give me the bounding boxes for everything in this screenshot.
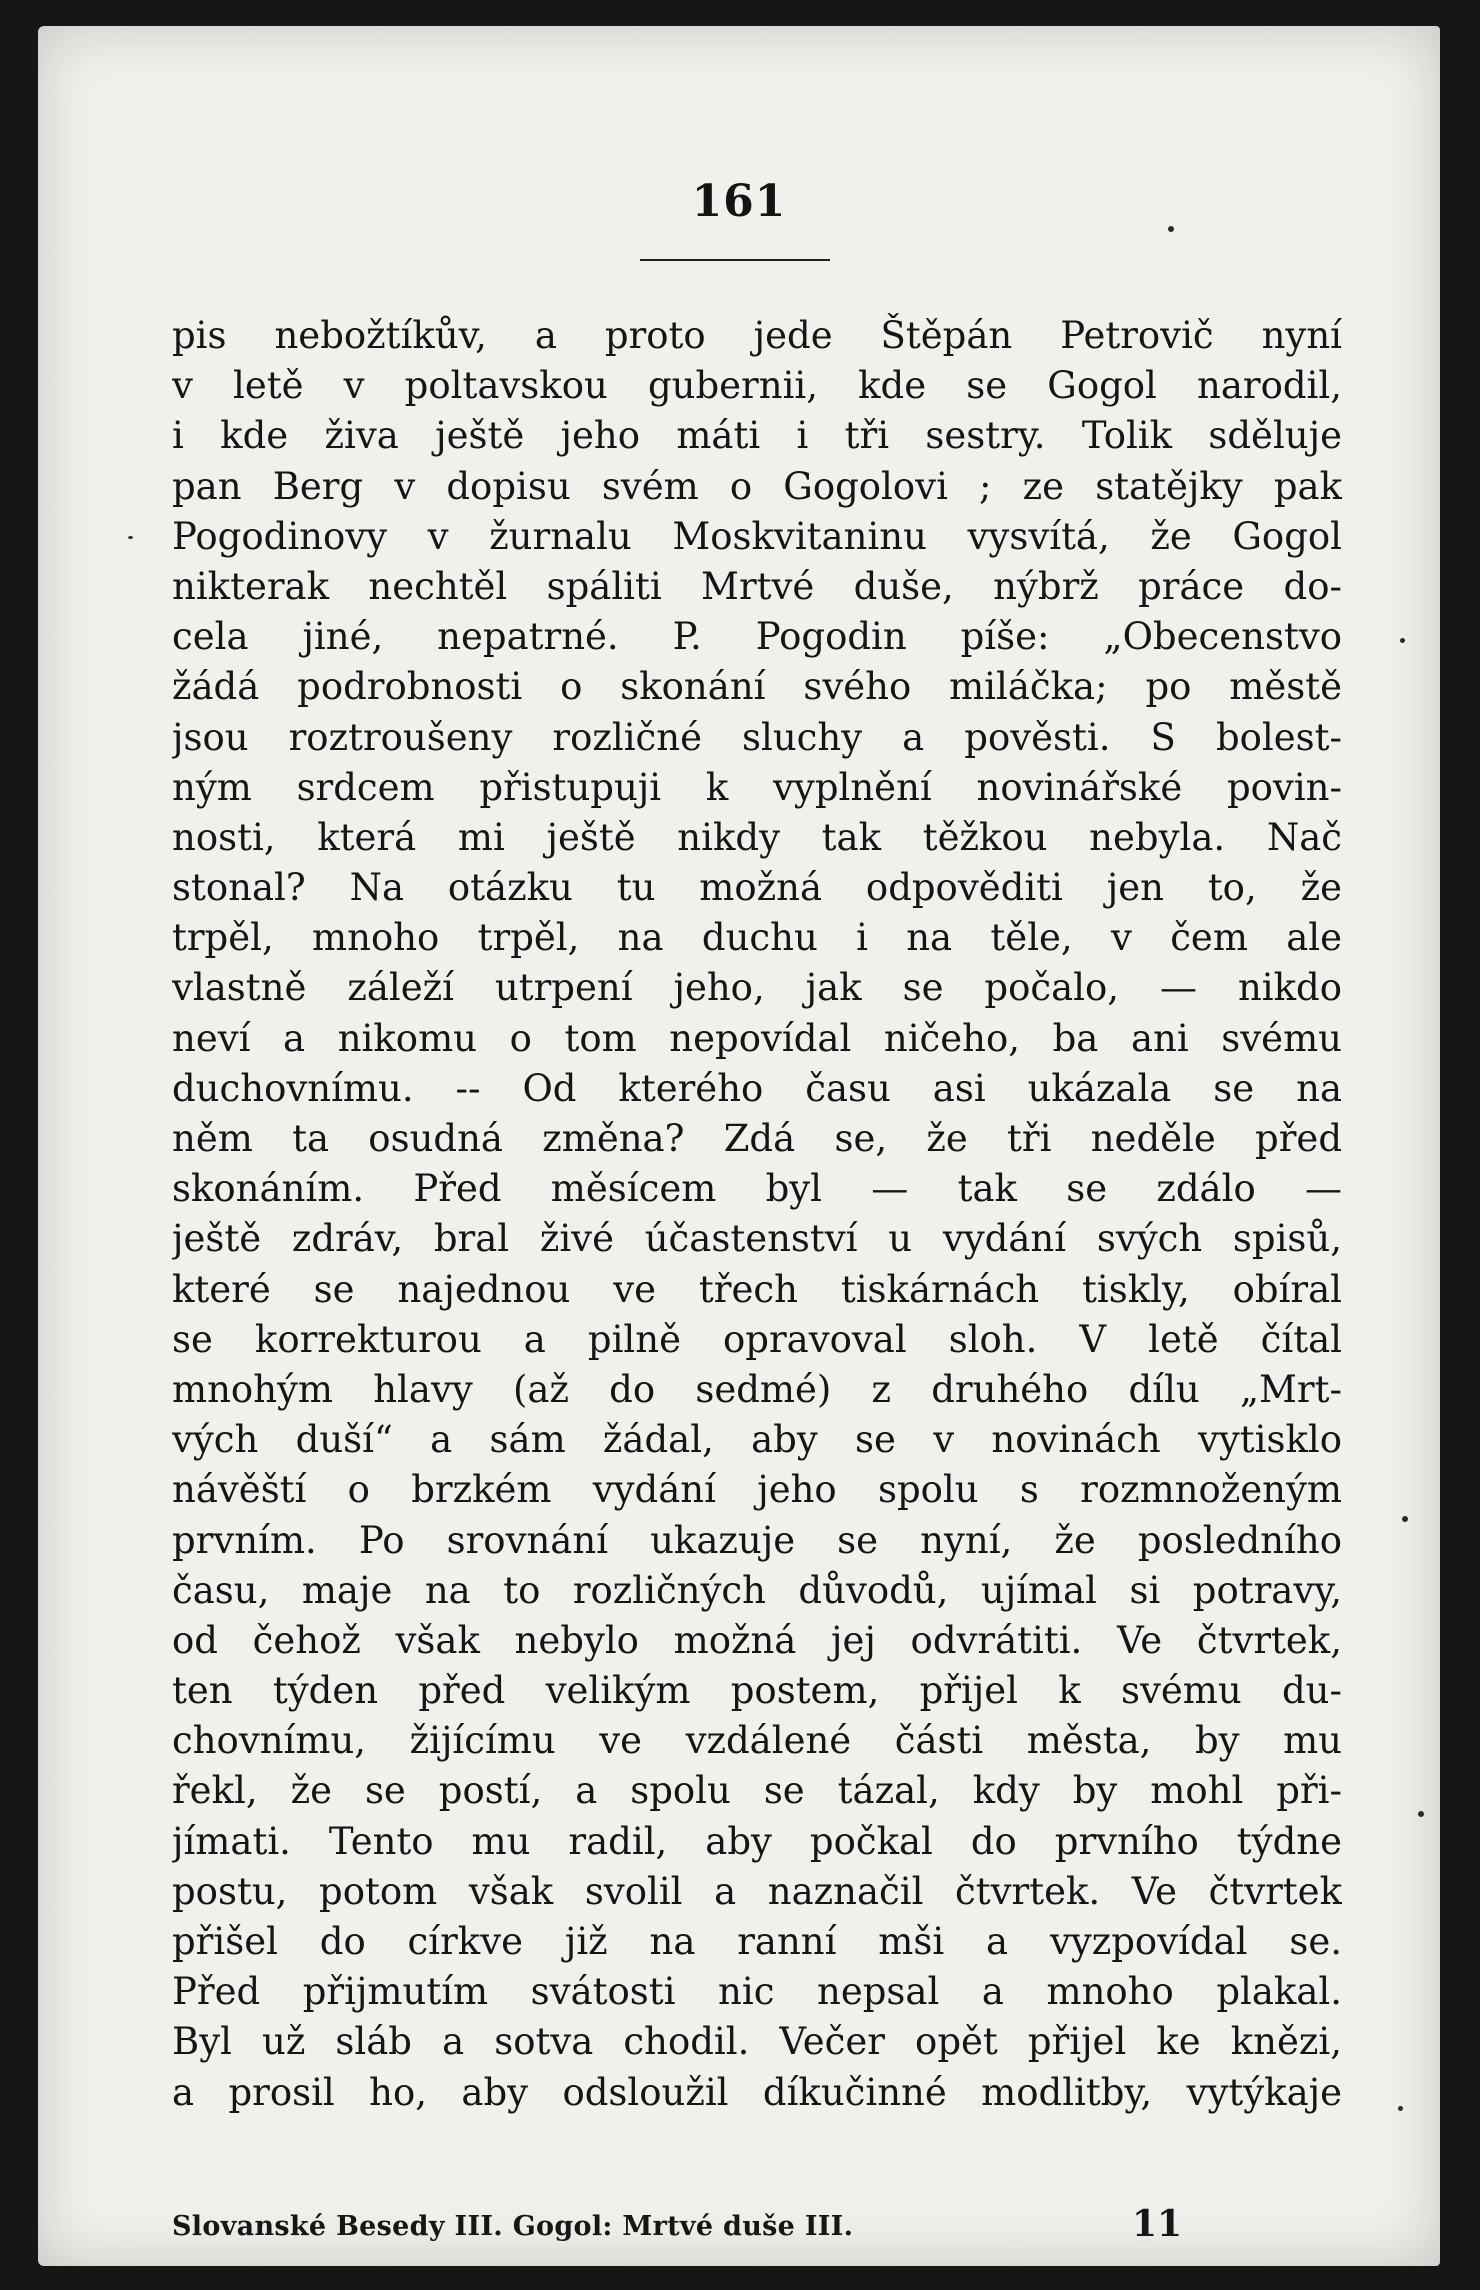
text-line: prvním. Po srovnání ukazuje se nyní, že posledního [172,1518,1342,1562]
text-line: pan Berg v dopisu svém o Gogolovi ; ze statějky pak [172,464,1342,508]
text-line: přišel do církve již na ranní mši a vyzpovídal se. [172,1920,1342,1963]
text-line: vých duší“ a sám žádal, aby se v novinách vytisklo [172,1418,1342,1462]
text-line: ještě zdráv, bral živé účastenství u vydání svých spisů, [172,1217,1342,1261]
text-line: času, maje na to rozličných důvodů, ujímal si potravy, [172,1568,1342,1612]
text-line: chovnímu, žijícímu ve vzdálené části města, by mu [172,1719,1342,1763]
text-line: Pogodinovy v žurnalu Moskvitaninu vysvítá, že Gogol [172,514,1342,558]
body-text [172,311,1342,2118]
text-line: pis nebožtíkův, a proto jede Štěpán Petrovič nyní [172,314,1342,357]
dust-speck [1418,1811,1424,1817]
text-line: jímati. Tento mu radil, aby počkal do prvního týdne [172,1819,1342,1863]
text-line: Před přijmutím svátosti nic nepsal a mnoho plakal. [172,1970,1342,2014]
text-line: v letě v poltavskou gubernii, kde se Gogol narodil, [172,364,1342,408]
page-footer [172,2203,1342,2251]
text-line: skonáním. Před měsícem byl — tak se zdálo — [172,1167,1342,1211]
text-line: cela jiné, nepatrné. P. Pogodin píše: „Obecenstvo [172,615,1342,659]
dust-speck [1168,226,1174,232]
text-line: nikterak nechtěl spáliti Mrtvé duše, nýbrž práce do- [172,564,1342,608]
text-line: a prosil ho, aby odsloužil díkučinné modlitby, vytýkaje [172,2070,1342,2114]
text-line: ným srdcem přistupuji k vyplnění novinářské povin- [172,765,1342,809]
text-line: ten týden před velikým postem, přijel k svému du- [172,1669,1342,1713]
text-line: jsou roztroušeny rozličné sluchy a pověsti. S bolest- [172,715,1342,759]
text-line: trpěl, mnoho trpěl, na duchu i na těle, v čem ale [172,916,1342,960]
footer-sheet-number: 11 [1132,2203,1183,2245]
text-line: stonal? Na otázku tu možná odpověditi jen to, že [172,866,1342,910]
page-number: 161 [691,176,787,227]
dust-speck [128,536,133,539]
text-line: něm ta osudná změna? Zdá se, že tři neděle před [172,1117,1342,1160]
text-line: návěští o brzkém vydání jeho spolu s rozmnoženým [172,1468,1342,1512]
text-line: mnohým hlavy (až do sedmé) z druhého dílu „Mrt- [172,1367,1342,1411]
text-line: Byl už sláb a sotva chodil. Večer opět přijel ke knězi, [172,2020,1342,2064]
text-line: od čehož však nebylo možná jej odvrátiti. Ve čtvrtek, [172,1618,1342,1662]
text-line: vlastně záleží utrpení jeho, jak se počalo, — nikdo [172,966,1342,1010]
dust-speck [1398,2106,1403,2111]
dust-speck [1402,1516,1408,1522]
text-line: postu, potom však svolil a naznačil čtvrtek. Ve čtvrtek [172,1869,1342,1913]
text-line: i kde živa ještě jeho máti i tři sestry. Tolik sděluje [172,414,1342,458]
text-line: neví a nikomu o tom nepovídal ničeho, ba ani svému [172,1016,1342,1060]
text-line: se korrekturou a pilně opravoval sloh. V letě čítal [172,1317,1342,1361]
text-line: které se najednou ve třech tiskárnách tiskly, obíral [172,1267,1342,1311]
dust-speck [1400,638,1405,643]
footer-signature: Slovanské Besedy III. Gogol: Mrtvé duše III. [172,2211,854,2242]
book-page [38,26,1440,2266]
text-line: řekl, že se postí, a spolu se tázal, kdy by mohl při- [172,1769,1342,1813]
header-rule [640,259,830,261]
text-line: žádá podrobnosti o skonání svého miláčka; po městě [172,665,1342,709]
text-line: nosti, která mi ještě nikdy tak těžkou nebyla. Nač [172,815,1342,859]
text-line: duchovnímu. -- Od kterého času asi ukázala se na [172,1066,1342,1110]
